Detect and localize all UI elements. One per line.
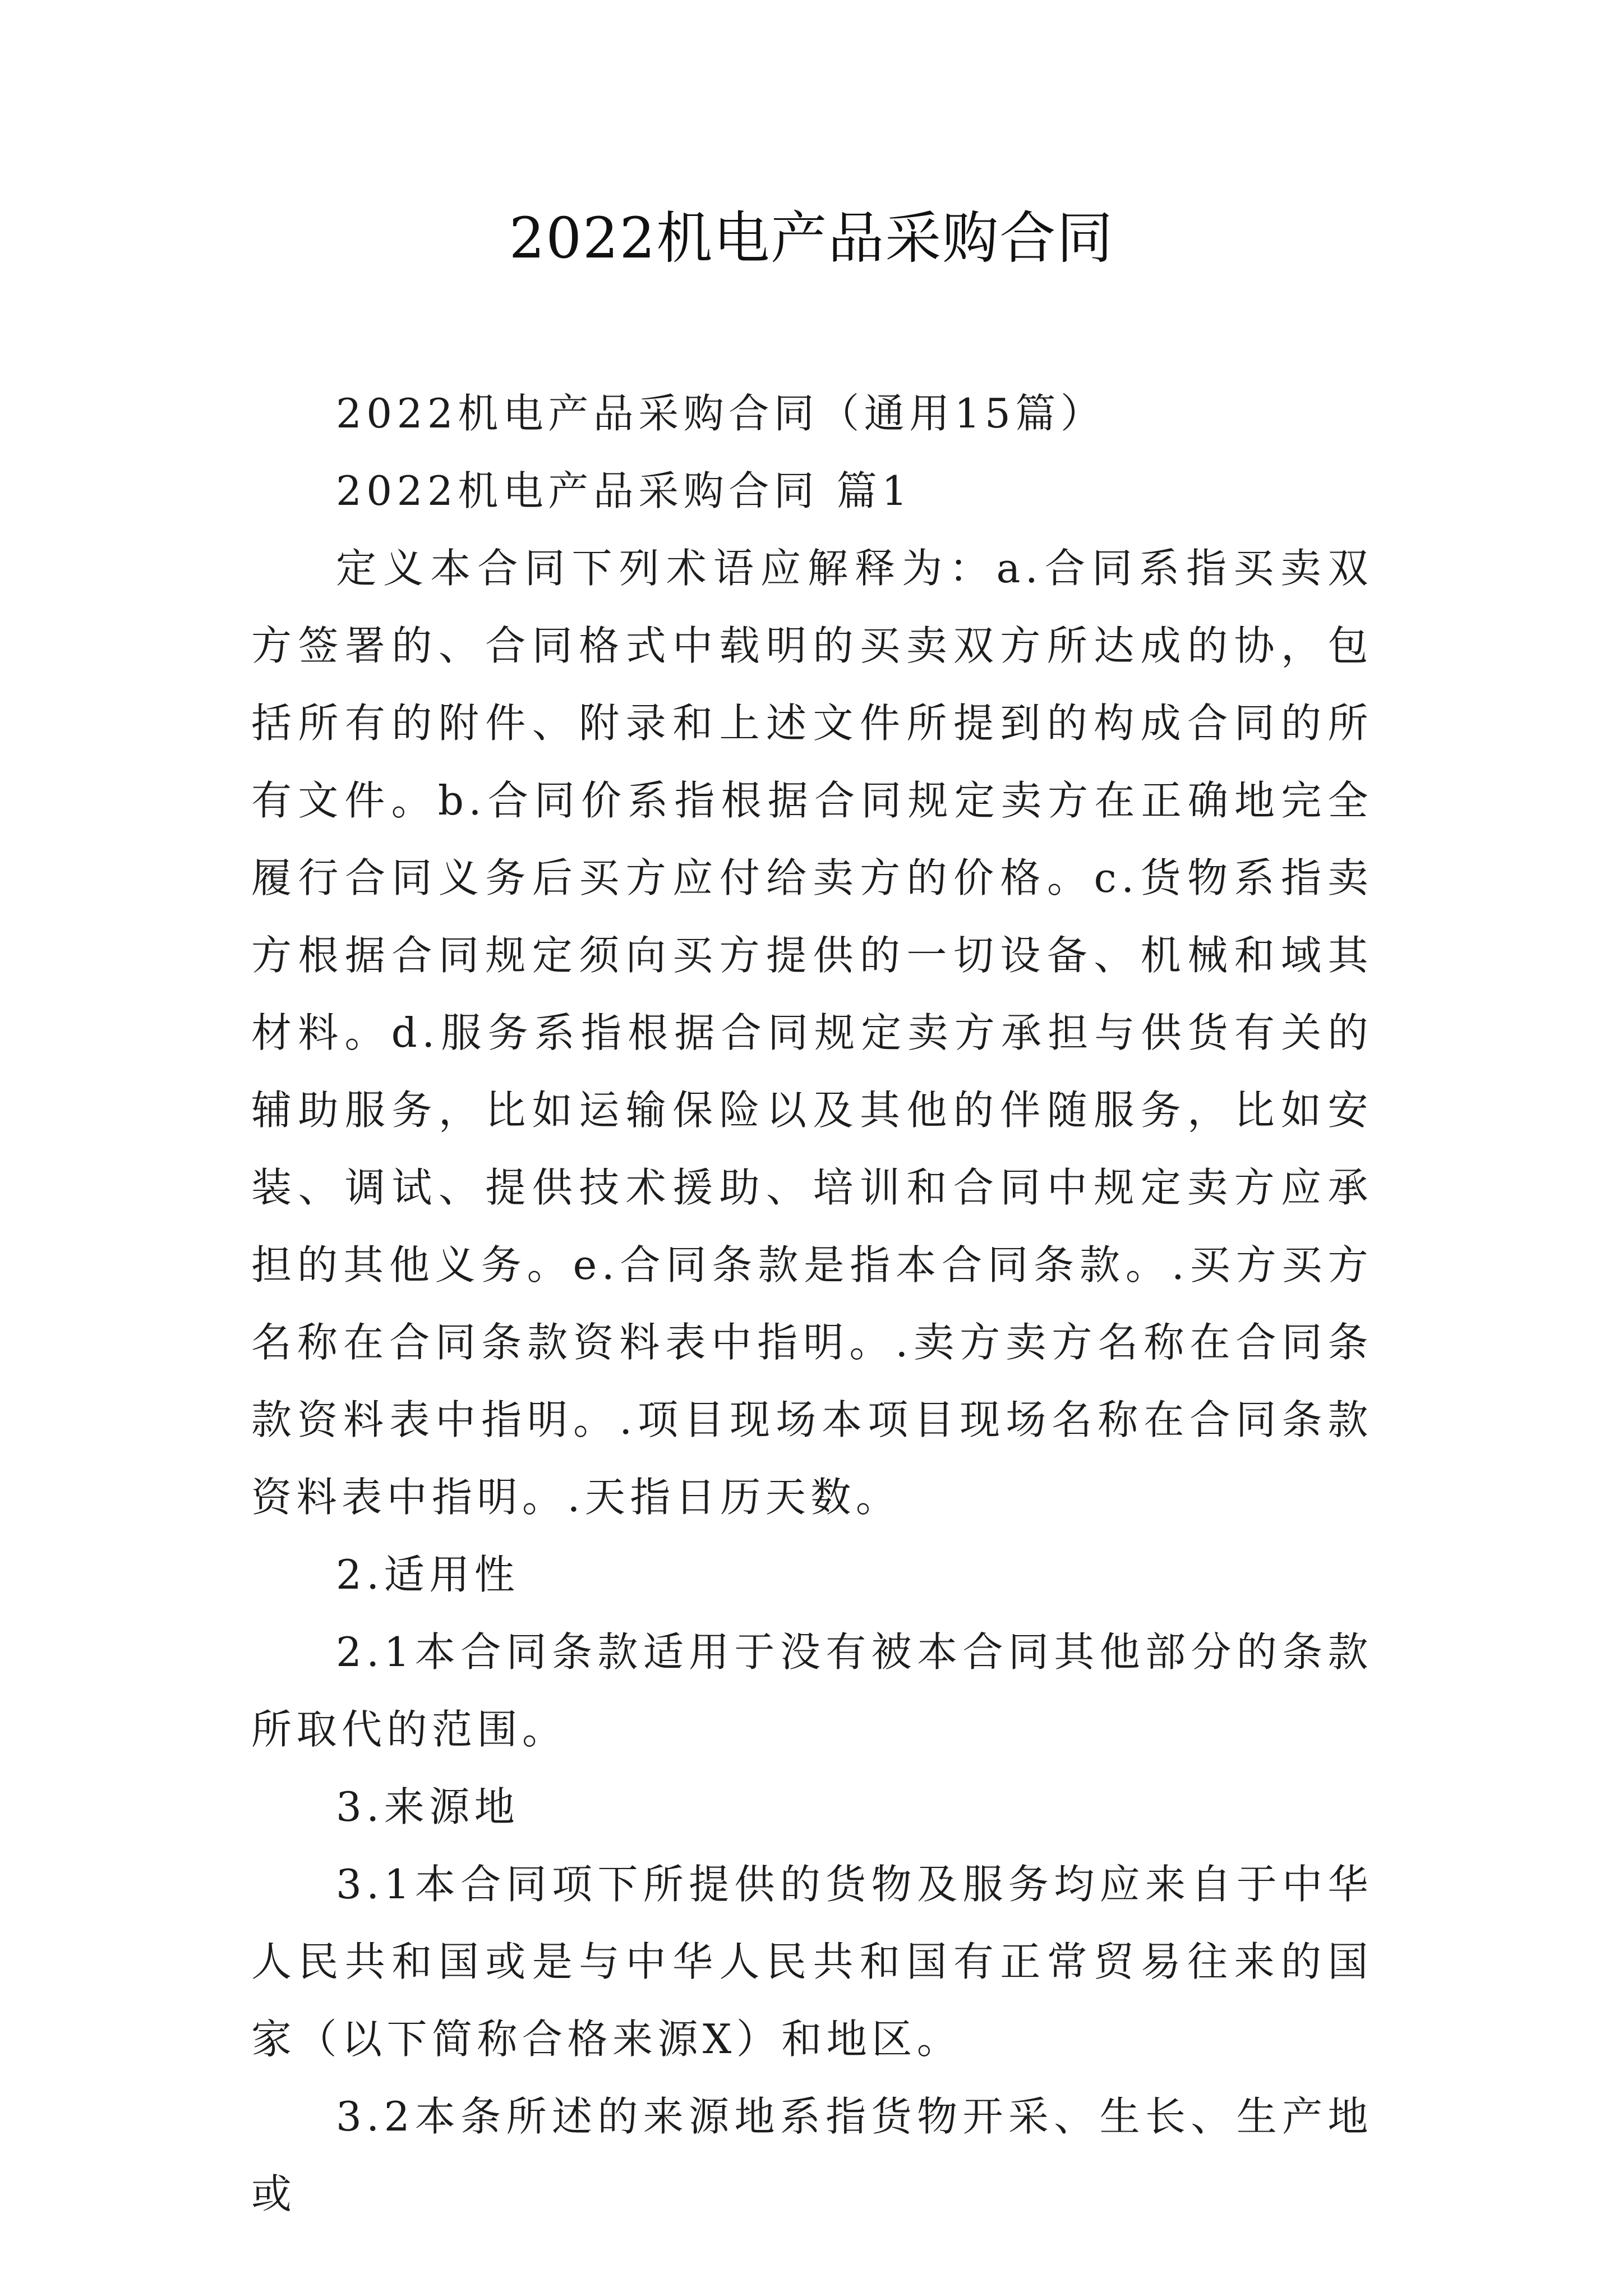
paragraph-clause-3-2: 3.2本条所述的来源地系指货物开采、生长、生产地或	[251, 2093, 1373, 2217]
paragraph-subtitle: 2022机电产品采购合同（通用15篇）	[336, 390, 1106, 437]
paragraph-heading-origin: 3.来源地	[336, 1783, 520, 1830]
paragraph-definitions: 定义本合同下列术语应解释为：a.合同系指买卖双方签署的、合同格式中载明的买卖双方所达成的协，包括所有的附件、附录和上述文件所提到的构成合同的所有文件。b.合同价系指根据合同规定卖方在正确地完全履行合同义务后买方应付给卖方的价格。c.货物系指卖方根据合同规定须向买方提供的一切设备、机械和域其材料。d.服务系指根据合同规定卖方承担与供货有关的辅助服务，比如运输保险以及其他的伴随服务，比如安装、调试、提供技术援助、培训和合同中规定卖方应承担的其他义务。e.合同条款是指本合同条款。.买方买方名称在合同条款资料表中指明。.卖方卖方名称在合同条款资料表中指明。.项目现场本项目现场名称在合同条款资料表中指明。.天指日历天数。	[251, 545, 1373, 1521]
paragraph-clause-2-1: 2.1本合同条款适用于没有被本合同其他部分的条款所取代的范围。	[251, 1628, 1373, 1753]
document-title: 2022机电产品采购合同	[509, 205, 1114, 271]
paragraph-section-heading: 2022机电产品采购合同 篇1	[336, 467, 912, 514]
paragraph-clause-3-1: 3.1本合同项下所提供的货物及服务均应来自于中华人民共和国或是与中华人民共和国有正常贸易往来的国家（以下简称合格来源X）和地区。	[251, 1861, 1373, 2063]
paragraph-heading-applicability: 2.适用性	[336, 1551, 520, 1598]
document-body	[251, 375, 1373, 2233]
